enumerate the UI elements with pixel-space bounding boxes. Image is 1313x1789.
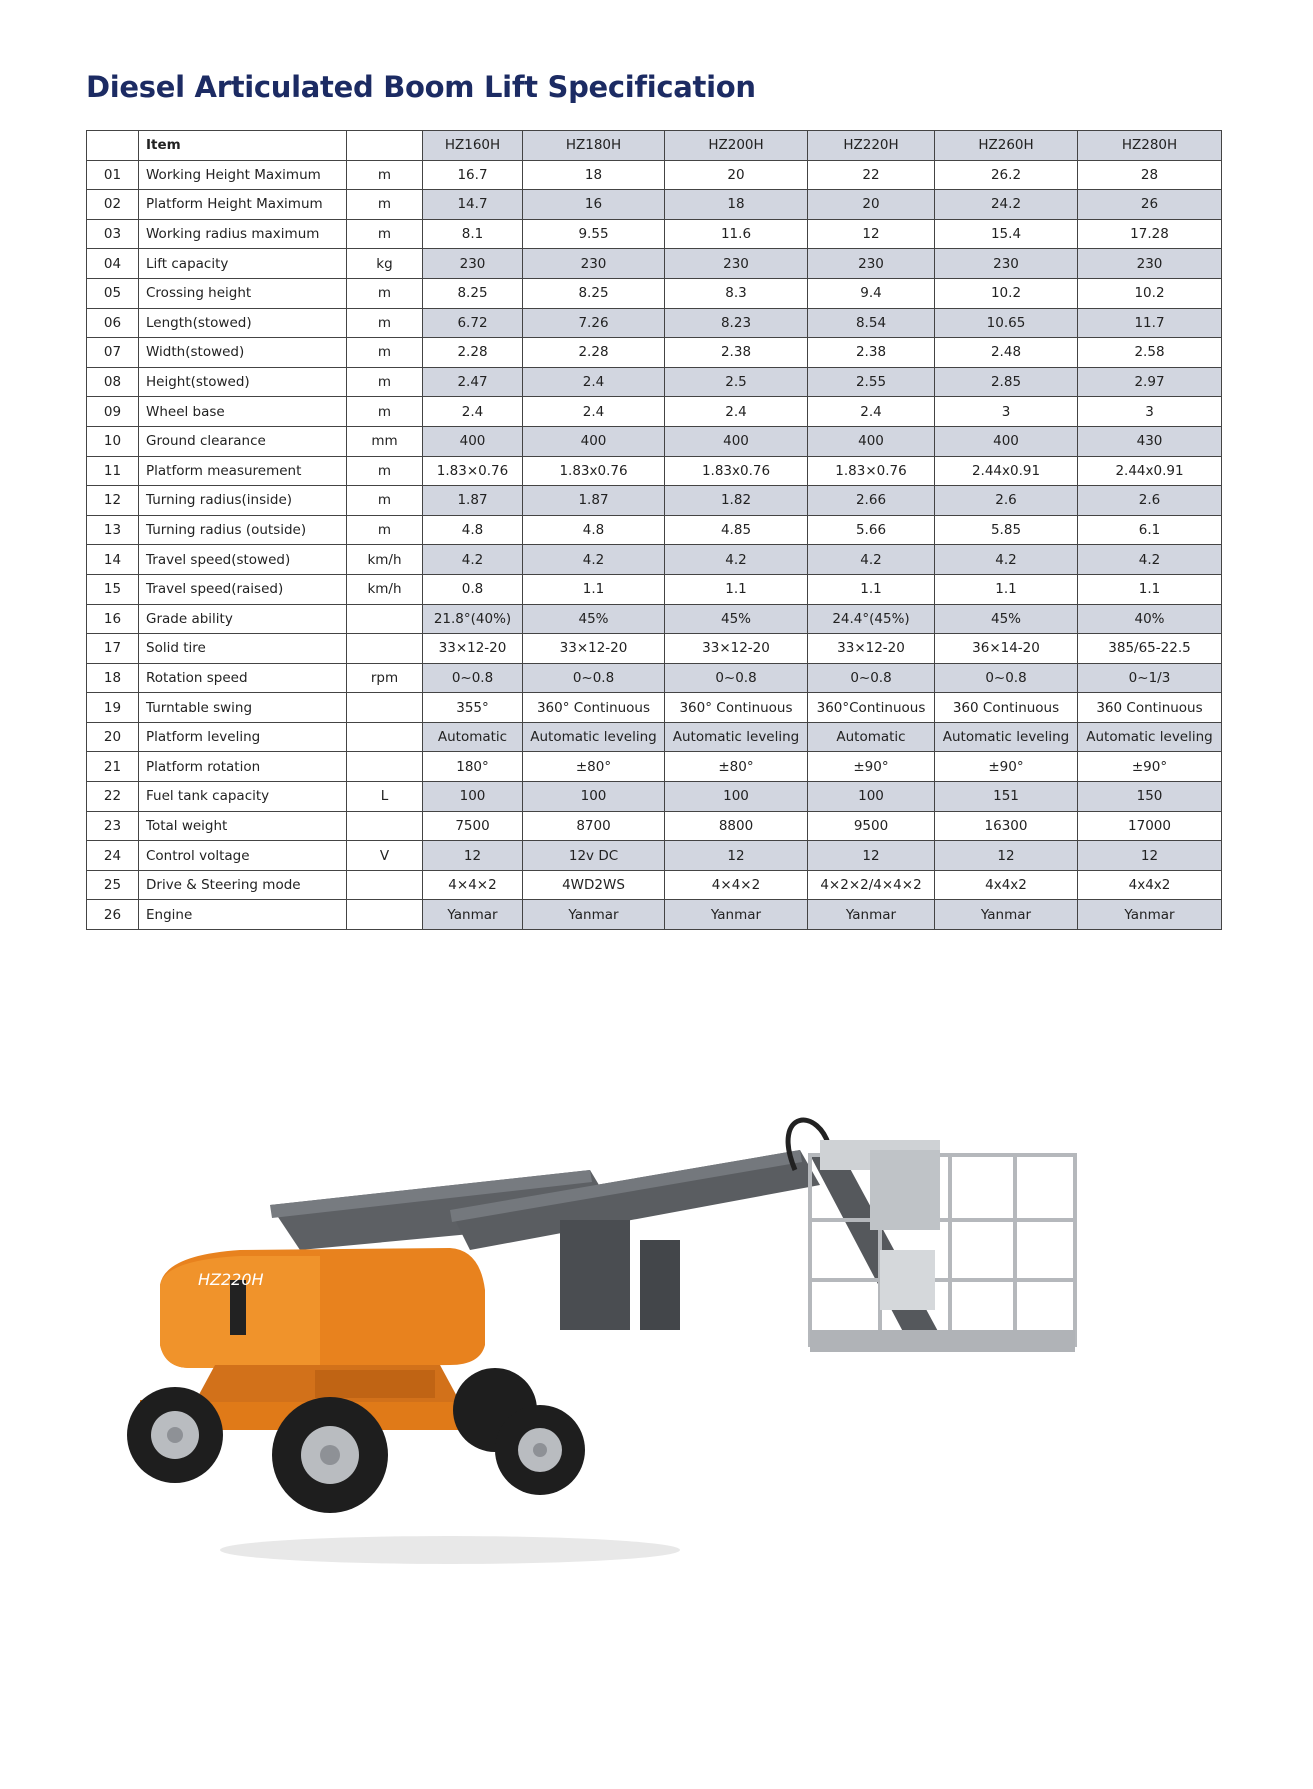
value-cell: 2.4 xyxy=(423,397,523,427)
unit-cell: m xyxy=(347,190,423,220)
unit-cell xyxy=(347,900,423,930)
value-cell: 2.6 xyxy=(1078,486,1222,516)
value-cell: 2.44x0.91 xyxy=(935,456,1078,486)
table-row xyxy=(87,397,1222,427)
value-cell: 1.83x0.76 xyxy=(523,456,665,486)
value-cell: 180° xyxy=(423,752,523,782)
value-cell: 2.28 xyxy=(423,338,523,368)
unit-cell xyxy=(347,634,423,664)
table-row xyxy=(87,604,1222,634)
value-cell: Automatic xyxy=(423,722,523,752)
value-cell: 9.4 xyxy=(808,278,935,308)
header-item-cell: Item xyxy=(139,131,347,161)
unit-cell xyxy=(347,604,423,634)
value-cell: 1.83x0.76 xyxy=(665,456,808,486)
value-cell: 12 xyxy=(1078,841,1222,871)
value-cell: 2.44x0.91 xyxy=(1078,456,1222,486)
value-cell: ±80° xyxy=(523,752,665,782)
value-cell: 12 xyxy=(808,219,935,249)
value-cell: 26.2 xyxy=(935,160,1078,190)
unit-cell: m xyxy=(347,338,423,368)
value-cell: 230 xyxy=(423,249,523,279)
value-cell: 17000 xyxy=(1078,811,1222,841)
value-cell: 2.38 xyxy=(808,338,935,368)
value-cell: 0.8 xyxy=(423,574,523,604)
header-no-cell xyxy=(87,131,139,161)
value-cell: 4.8 xyxy=(523,515,665,545)
value-cell: 400 xyxy=(523,426,665,456)
value-cell: 4.2 xyxy=(1078,545,1222,575)
table-row xyxy=(87,634,1222,664)
spec-table xyxy=(86,130,1222,930)
value-cell: 12v DC xyxy=(523,841,665,871)
value-cell: Automatic leveling xyxy=(523,722,665,752)
value-cell: 6.1 xyxy=(1078,515,1222,545)
table-row xyxy=(87,693,1222,723)
value-cell: 4.2 xyxy=(423,545,523,575)
unit-cell: m xyxy=(347,219,423,249)
table-row xyxy=(87,278,1222,308)
value-cell: Automatic xyxy=(808,722,935,752)
value-cell: 11.6 xyxy=(665,219,808,249)
value-cell: 18 xyxy=(523,160,665,190)
table-row xyxy=(87,811,1222,841)
value-cell: 12 xyxy=(665,841,808,871)
value-cell: 1.87 xyxy=(423,486,523,516)
value-cell: 4.8 xyxy=(423,515,523,545)
value-cell: 22 xyxy=(808,160,935,190)
value-cell: 8.54 xyxy=(808,308,935,338)
value-cell: 2.66 xyxy=(808,486,935,516)
table-header-row xyxy=(87,131,1222,161)
header-unit-cell xyxy=(347,131,423,161)
row-number-cell: 25 xyxy=(87,870,139,900)
value-cell: 24.4°(45%) xyxy=(808,604,935,634)
value-cell: 230 xyxy=(1078,249,1222,279)
table-row xyxy=(87,338,1222,368)
value-cell: 33×12-20 xyxy=(665,634,808,664)
unit-cell: V xyxy=(347,841,423,871)
value-cell: 1.1 xyxy=(665,574,808,604)
value-cell: Yanmar xyxy=(935,900,1078,930)
value-cell: 15.4 xyxy=(935,219,1078,249)
unit-cell xyxy=(347,722,423,752)
table-row xyxy=(87,870,1222,900)
table-row xyxy=(87,574,1222,604)
value-cell: 100 xyxy=(665,782,808,812)
item-name-cell: Drive & Steering mode xyxy=(139,870,347,900)
value-cell: 150 xyxy=(1078,782,1222,812)
item-name-cell: Control voltage xyxy=(139,841,347,871)
item-name-cell: Platform measurement xyxy=(139,456,347,486)
value-cell: 2.48 xyxy=(935,338,1078,368)
item-name-cell: Working Height Maximum xyxy=(139,160,347,190)
value-cell: 1.1 xyxy=(935,574,1078,604)
value-cell: 151 xyxy=(935,782,1078,812)
value-cell: 4.85 xyxy=(665,515,808,545)
value-cell: 24.2 xyxy=(935,190,1078,220)
value-cell: 4.2 xyxy=(665,545,808,575)
page-title: Diesel Articulated Boom Lift Specification xyxy=(86,70,756,104)
row-number-cell: 15 xyxy=(87,574,139,604)
value-cell: 2.6 xyxy=(935,486,1078,516)
row-number-cell: 20 xyxy=(87,722,139,752)
item-name-cell: Turntable swing xyxy=(139,693,347,723)
row-number-cell: 01 xyxy=(87,160,139,190)
unit-cell: m xyxy=(347,367,423,397)
value-cell: Yanmar xyxy=(423,900,523,930)
value-cell: 14.7 xyxy=(423,190,523,220)
value-cell: 4x4x2 xyxy=(935,870,1078,900)
value-cell: 45% xyxy=(665,604,808,634)
value-cell: 8.23 xyxy=(665,308,808,338)
value-cell: 6.72 xyxy=(423,308,523,338)
header-model-cell: HZ220H xyxy=(808,131,935,161)
value-cell: 28 xyxy=(1078,160,1222,190)
value-cell: 20 xyxy=(808,190,935,220)
value-cell: 4.2 xyxy=(808,545,935,575)
value-cell: 12 xyxy=(808,841,935,871)
row-number-cell: 14 xyxy=(87,545,139,575)
unit-cell xyxy=(347,752,423,782)
value-cell: 100 xyxy=(423,782,523,812)
item-name-cell: Travel speed(stowed) xyxy=(139,545,347,575)
value-cell: 11.7 xyxy=(1078,308,1222,338)
value-cell: 1.1 xyxy=(1078,574,1222,604)
table-row xyxy=(87,486,1222,516)
value-cell: 12 xyxy=(935,841,1078,871)
value-cell: 10.2 xyxy=(1078,278,1222,308)
value-cell: 4×4×2 xyxy=(423,870,523,900)
value-cell: 45% xyxy=(935,604,1078,634)
row-number-cell: 04 xyxy=(87,249,139,279)
row-number-cell: 24 xyxy=(87,841,139,871)
value-cell: 4.2 xyxy=(523,545,665,575)
item-name-cell: Ground clearance xyxy=(139,426,347,456)
unit-cell: m xyxy=(347,160,423,190)
row-number-cell: 10 xyxy=(87,426,139,456)
value-cell: 33×12-20 xyxy=(423,634,523,664)
value-cell: 0~0.8 xyxy=(423,663,523,693)
table-row xyxy=(87,900,1222,930)
item-name-cell: Working radius maximum xyxy=(139,219,347,249)
table-row xyxy=(87,367,1222,397)
item-name-cell: Platform leveling xyxy=(139,722,347,752)
unit-cell: m xyxy=(347,486,423,516)
header-model-cell: HZ160H xyxy=(423,131,523,161)
table-row xyxy=(87,663,1222,693)
value-cell: 20 xyxy=(665,160,808,190)
row-number-cell: 09 xyxy=(87,397,139,427)
unit-cell: mm xyxy=(347,426,423,456)
value-cell: 4x4x2 xyxy=(1078,870,1222,900)
value-cell: 9500 xyxy=(808,811,935,841)
value-cell: 1.83×0.76 xyxy=(423,456,523,486)
value-cell: ±90° xyxy=(935,752,1078,782)
item-name-cell: Crossing height xyxy=(139,278,347,308)
item-name-cell: Turning radius (outside) xyxy=(139,515,347,545)
value-cell: 8.3 xyxy=(665,278,808,308)
table-row xyxy=(87,515,1222,545)
value-cell: 16.7 xyxy=(423,160,523,190)
value-cell: 360°Continuous xyxy=(808,693,935,723)
value-cell: 0~0.8 xyxy=(523,663,665,693)
row-number-cell: 13 xyxy=(87,515,139,545)
value-cell: 21.8°(40%) xyxy=(423,604,523,634)
value-cell: 2.4 xyxy=(665,397,808,427)
value-cell: Automatic leveling xyxy=(935,722,1078,752)
value-cell: Yanmar xyxy=(665,900,808,930)
value-cell: Yanmar xyxy=(808,900,935,930)
value-cell: 400 xyxy=(935,426,1078,456)
row-number-cell: 02 xyxy=(87,190,139,220)
value-cell: 4×4×2 xyxy=(665,870,808,900)
table-row xyxy=(87,308,1222,338)
value-cell: 3 xyxy=(935,397,1078,427)
unit-cell xyxy=(347,811,423,841)
value-cell: 33×12-20 xyxy=(523,634,665,664)
value-cell: Yanmar xyxy=(1078,900,1222,930)
value-cell: 33×12-20 xyxy=(808,634,935,664)
value-cell: 2.4 xyxy=(808,397,935,427)
value-cell: 400 xyxy=(665,426,808,456)
unit-cell: m xyxy=(347,397,423,427)
table-row xyxy=(87,249,1222,279)
unit-cell: km/h xyxy=(347,545,423,575)
item-name-cell: Grade ability xyxy=(139,604,347,634)
unit-cell xyxy=(347,870,423,900)
value-cell: 10.2 xyxy=(935,278,1078,308)
value-cell: 7.26 xyxy=(523,308,665,338)
value-cell: 5.85 xyxy=(935,515,1078,545)
item-name-cell: Length(stowed) xyxy=(139,308,347,338)
value-cell: 10.65 xyxy=(935,308,1078,338)
value-cell: 4×2×2/4×4×2 xyxy=(808,870,935,900)
value-cell: Yanmar xyxy=(523,900,665,930)
table-row xyxy=(87,722,1222,752)
item-name-cell: Total weight xyxy=(139,811,347,841)
unit-cell: m xyxy=(347,308,423,338)
item-name-cell: Engine xyxy=(139,900,347,930)
value-cell: 2.55 xyxy=(808,367,935,397)
row-number-cell: 17 xyxy=(87,634,139,664)
value-cell: 4.2 xyxy=(935,545,1078,575)
value-cell: Automatic leveling xyxy=(1078,722,1222,752)
value-cell: 2.97 xyxy=(1078,367,1222,397)
value-cell: 0~0.8 xyxy=(665,663,808,693)
header-model-cell: HZ280H xyxy=(1078,131,1222,161)
value-cell: 8.25 xyxy=(523,278,665,308)
table-row xyxy=(87,841,1222,871)
header-model-cell: HZ180H xyxy=(523,131,665,161)
value-cell: 0~0.8 xyxy=(935,663,1078,693)
value-cell: 16300 xyxy=(935,811,1078,841)
value-cell: 16 xyxy=(523,190,665,220)
value-cell: 17.28 xyxy=(1078,219,1222,249)
unit-cell: m xyxy=(347,278,423,308)
value-cell: 12 xyxy=(423,841,523,871)
value-cell: 100 xyxy=(523,782,665,812)
item-name-cell: Turning radius(inside) xyxy=(139,486,347,516)
row-number-cell: 11 xyxy=(87,456,139,486)
value-cell: 400 xyxy=(423,426,523,456)
value-cell: 230 xyxy=(523,249,665,279)
value-cell: 0~1/3 xyxy=(1078,663,1222,693)
value-cell: 230 xyxy=(935,249,1078,279)
row-number-cell: 26 xyxy=(87,900,139,930)
row-number-cell: 22 xyxy=(87,782,139,812)
value-cell: 2.85 xyxy=(935,367,1078,397)
value-cell: 3 xyxy=(1078,397,1222,427)
row-number-cell: 23 xyxy=(87,811,139,841)
value-cell: 26 xyxy=(1078,190,1222,220)
value-cell: ±90° xyxy=(808,752,935,782)
value-cell: 7500 xyxy=(423,811,523,841)
unit-cell xyxy=(347,693,423,723)
value-cell: 9.55 xyxy=(523,219,665,249)
row-number-cell: 18 xyxy=(87,663,139,693)
value-cell: 2.28 xyxy=(523,338,665,368)
row-number-cell: 19 xyxy=(87,693,139,723)
unit-cell: m xyxy=(347,515,423,545)
item-name-cell: Solid tire xyxy=(139,634,347,664)
value-cell: 385/65-22.5 xyxy=(1078,634,1222,664)
value-cell: ±80° xyxy=(665,752,808,782)
value-cell: 8.25 xyxy=(423,278,523,308)
row-number-cell: 07 xyxy=(87,338,139,368)
value-cell: 45% xyxy=(523,604,665,634)
item-name-cell: Fuel tank capacity xyxy=(139,782,347,812)
boom-lift-photo xyxy=(120,1110,1240,1610)
value-cell: 230 xyxy=(808,249,935,279)
value-cell: 8700 xyxy=(523,811,665,841)
table-row xyxy=(87,160,1222,190)
unit-cell: kg xyxy=(347,249,423,279)
value-cell: 230 xyxy=(665,249,808,279)
value-cell: 360 Continuous xyxy=(935,693,1078,723)
value-cell: 1.87 xyxy=(523,486,665,516)
value-cell: 430 xyxy=(1078,426,1222,456)
value-cell: 2.38 xyxy=(665,338,808,368)
value-cell: 1.83×0.76 xyxy=(808,456,935,486)
value-cell: 1.1 xyxy=(523,574,665,604)
header-model-cell: HZ200H xyxy=(665,131,808,161)
value-cell: 1.1 xyxy=(808,574,935,604)
value-cell: 8.1 xyxy=(423,219,523,249)
value-cell: 36×14-20 xyxy=(935,634,1078,664)
row-number-cell: 12 xyxy=(87,486,139,516)
table-row xyxy=(87,752,1222,782)
value-cell: 4WD2WS xyxy=(523,870,665,900)
spec-table-body xyxy=(87,131,1222,930)
value-cell: 360° Continuous xyxy=(523,693,665,723)
header-model-cell: HZ260H xyxy=(935,131,1078,161)
table-row xyxy=(87,219,1222,249)
value-cell: 2.58 xyxy=(1078,338,1222,368)
value-cell: 100 xyxy=(808,782,935,812)
table-row xyxy=(87,545,1222,575)
item-name-cell: Platform rotation xyxy=(139,752,347,782)
value-cell: 1.82 xyxy=(665,486,808,516)
item-name-cell: Rotation speed xyxy=(139,663,347,693)
value-cell: 2.4 xyxy=(523,397,665,427)
row-number-cell: 06 xyxy=(87,308,139,338)
unit-cell: m xyxy=(347,456,423,486)
item-name-cell: Width(stowed) xyxy=(139,338,347,368)
value-cell: 2.4 xyxy=(523,367,665,397)
row-number-cell: 16 xyxy=(87,604,139,634)
value-cell: 0~0.8 xyxy=(808,663,935,693)
value-cell: 360 Continuous xyxy=(1078,693,1222,723)
table-row xyxy=(87,456,1222,486)
value-cell: 2.47 xyxy=(423,367,523,397)
row-number-cell: 08 xyxy=(87,367,139,397)
value-cell: 8800 xyxy=(665,811,808,841)
value-cell: 2.5 xyxy=(665,367,808,397)
row-number-cell: 21 xyxy=(87,752,139,782)
value-cell: Automatic leveling xyxy=(665,722,808,752)
value-cell: 18 xyxy=(665,190,808,220)
value-cell: 5.66 xyxy=(808,515,935,545)
unit-cell: L xyxy=(347,782,423,812)
table-row xyxy=(87,190,1222,220)
value-cell: 360° Continuous xyxy=(665,693,808,723)
table-row xyxy=(87,426,1222,456)
value-cell: 40% xyxy=(1078,604,1222,634)
item-name-cell: Travel speed(raised) xyxy=(139,574,347,604)
value-cell: ±90° xyxy=(1078,752,1222,782)
unit-cell: rpm xyxy=(347,663,423,693)
table-row xyxy=(87,782,1222,812)
unit-cell: km/h xyxy=(347,574,423,604)
item-name-cell: Wheel base xyxy=(139,397,347,427)
item-name-cell: Lift capacity xyxy=(139,249,347,279)
row-number-cell: 03 xyxy=(87,219,139,249)
row-number-cell: 05 xyxy=(87,278,139,308)
model-decal: HZ220H xyxy=(198,1270,264,1289)
value-cell: 400 xyxy=(808,426,935,456)
item-name-cell: Platform Height Maximum xyxy=(139,190,347,220)
item-name-cell: Height(stowed) xyxy=(139,367,347,397)
value-cell: 355° xyxy=(423,693,523,723)
